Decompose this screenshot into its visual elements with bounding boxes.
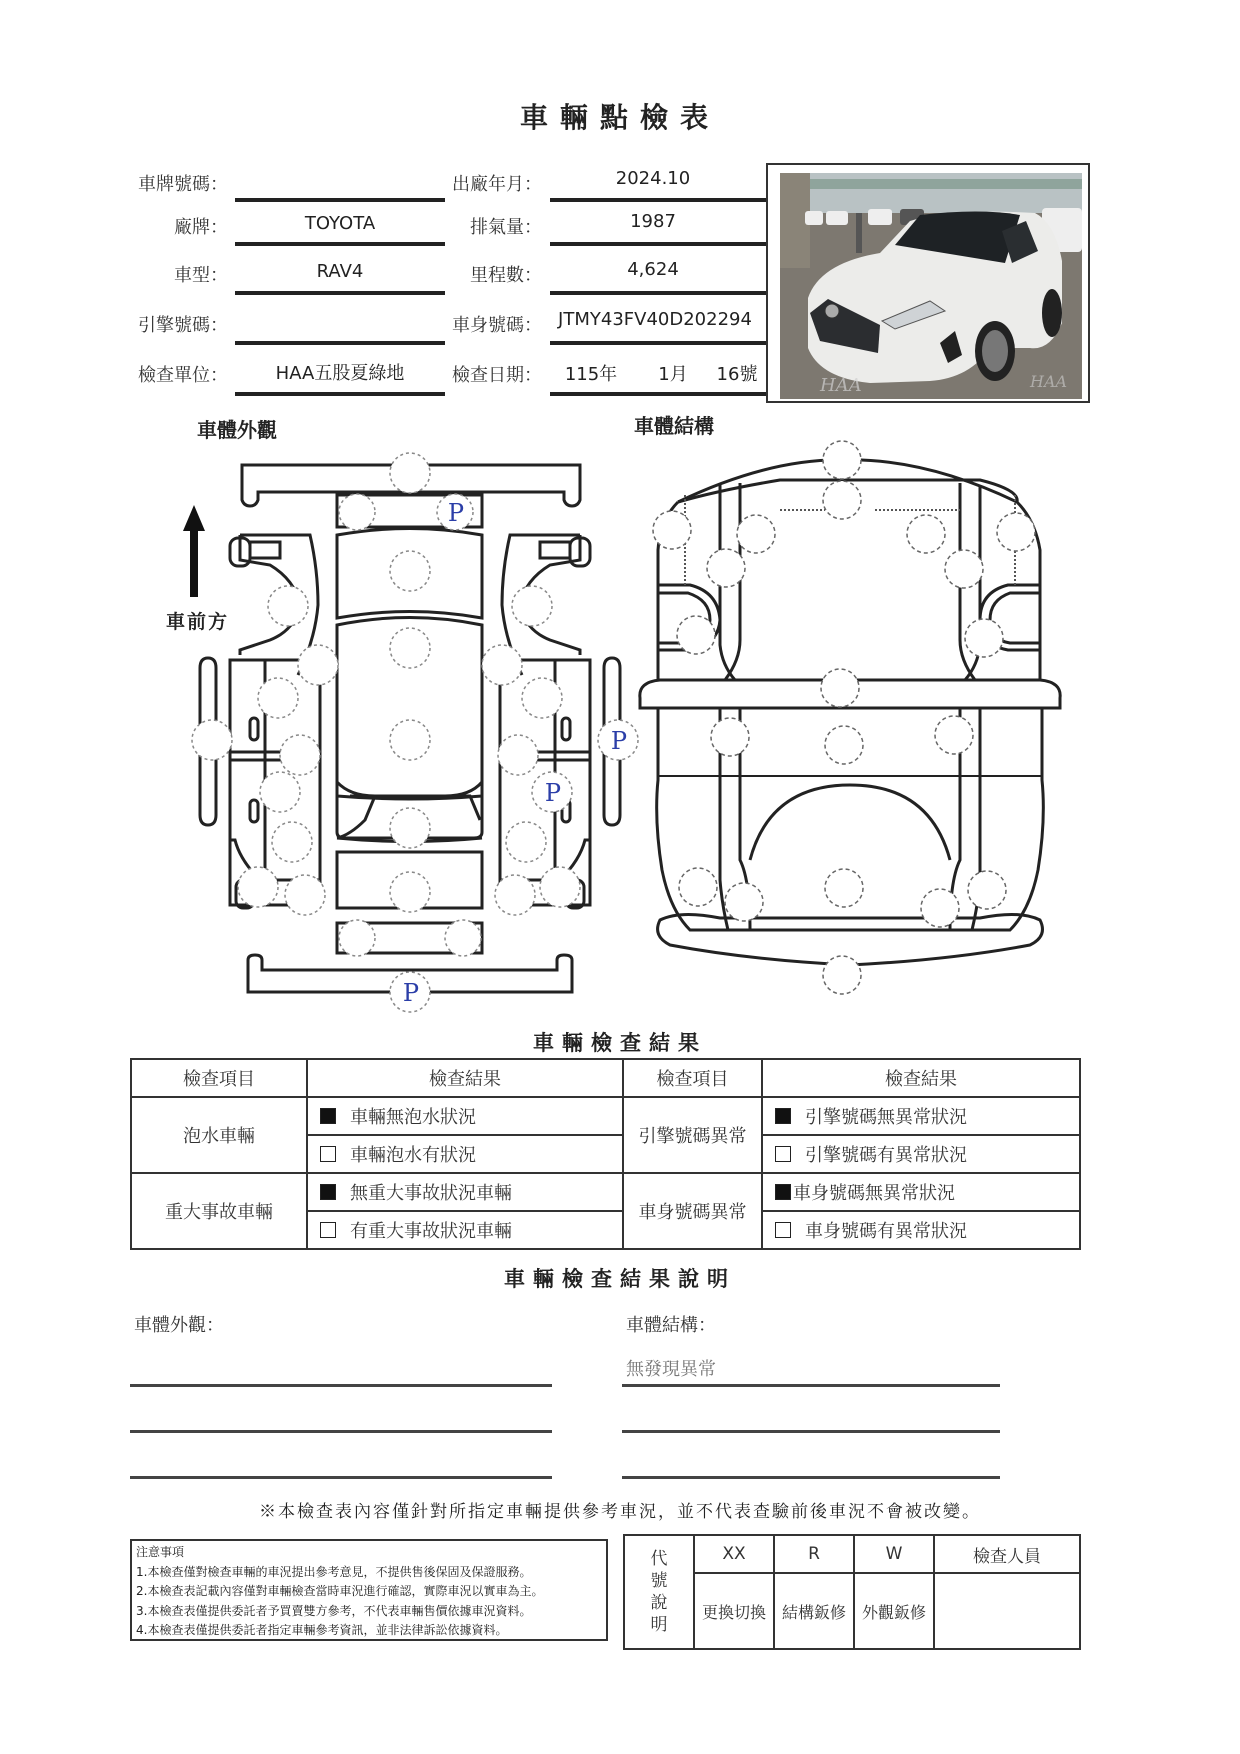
item-engine-number: 引擎號碼異常	[623, 1097, 762, 1173]
underline	[235, 198, 445, 202]
code-w-meaning: 外觀鈑修	[854, 1573, 934, 1649]
checkbox-checked-icon[interactable]	[320, 1184, 336, 1200]
code-r-meaning: 結構鈑修	[774, 1573, 854, 1649]
option-no-accident[interactable]: 無重大事故狀況車輛	[307, 1173, 623, 1211]
note-item: 2.本檢查表記載內容僅對車輛檢查當時車況進行確認，實際車況以實車為主。	[136, 1584, 544, 1598]
code-w: W	[854, 1535, 934, 1573]
label-mileage: 里程數：	[470, 265, 542, 286]
underline	[235, 291, 445, 295]
underline	[235, 341, 445, 345]
label-vin: 車身號碼：	[452, 315, 542, 336]
checkbox-unchecked-icon[interactable]	[775, 1222, 791, 1238]
label-displacement: 排氣量：	[470, 217, 542, 238]
line	[130, 1384, 552, 1387]
underline	[235, 392, 445, 396]
label-inspection-date: 檢查日期：	[452, 365, 542, 386]
document-title: 車輛點檢表	[519, 101, 720, 134]
option-no-flood[interactable]: 車輛無泡水狀況	[307, 1097, 623, 1135]
inspector-value[interactable]	[934, 1573, 1080, 1649]
underline	[550, 198, 766, 202]
value-inspection-year: 115年	[564, 364, 618, 385]
exterior-diagram-title: 車體外觀	[197, 418, 277, 442]
line	[622, 1384, 1000, 1387]
item-flood: 泡水車輛	[131, 1097, 307, 1173]
marker-p: P	[447, 499, 465, 527]
code-xx-meaning: 更換切換	[694, 1573, 774, 1649]
exterior-label: 車體外觀：	[134, 1315, 224, 1336]
structure-text[interactable]: 無發現異常	[626, 1359, 716, 1380]
line	[622, 1430, 1000, 1433]
line	[130, 1430, 552, 1433]
code-r: R	[774, 1535, 854, 1573]
structure-body-diagram	[650, 440, 1050, 1020]
checkbox-checked-icon[interactable]	[775, 1108, 791, 1124]
codes-table	[623, 1534, 1081, 1650]
underline	[550, 291, 766, 295]
results-header-row	[131, 1059, 1080, 1097]
value-vin: JTMY43FV40D202294	[558, 309, 752, 330]
option-vin-normal[interactable]: 車身號碼無異常狀況	[762, 1173, 1080, 1211]
car-photo-illustration	[780, 173, 1082, 399]
front-direction-label: 車前方	[166, 611, 230, 633]
exterior-body-diagram	[200, 440, 628, 1010]
note-item: 3.本檢查表僅提供委託者予買賣雙方參考，不代表車輛售價依據車況資料。	[136, 1603, 532, 1618]
line	[622, 1476, 1000, 1479]
structure-diagram-title: 車體結構	[634, 414, 714, 438]
results-title: 車輛檢查結果	[533, 1031, 707, 1055]
label-model: 車型：	[174, 265, 228, 286]
underline	[550, 242, 766, 246]
label-brand: 廠牌：	[174, 217, 228, 238]
inspector-label: 檢查人員	[934, 1535, 1080, 1573]
value-mileage: 4,624	[627, 259, 679, 280]
option-engine-abnormal[interactable]: 引擎號碼有異常狀況	[762, 1135, 1080, 1173]
checkbox-unchecked-icon[interactable]	[775, 1146, 791, 1162]
header-item: 檢查項目	[131, 1059, 307, 1097]
option-engine-normal[interactable]: 引擎號碼無異常狀況	[762, 1097, 1080, 1135]
codes-header: 代 號 說 明	[624, 1535, 694, 1649]
notes-box	[130, 1539, 608, 1641]
checkbox-checked-icon[interactable]	[775, 1184, 791, 1200]
underline	[235, 242, 445, 246]
underline	[550, 341, 766, 345]
checkbox-unchecked-icon[interactable]	[320, 1146, 336, 1162]
results-table	[130, 1058, 1081, 1250]
marker-p: P	[544, 779, 562, 807]
line	[130, 1476, 552, 1479]
header-result: 檢查結果	[307, 1059, 623, 1097]
svg-text:HAA: HAA	[820, 375, 862, 396]
header-result: 檢查結果	[762, 1059, 1080, 1097]
option-accident[interactable]: 有重大事故狀況車輛	[307, 1211, 623, 1249]
item-vin: 車身號碼異常	[623, 1173, 762, 1249]
notes-title: 注意事項	[136, 1545, 185, 1559]
table-row	[131, 1173, 1080, 1211]
value-inspection-unit: HAA五股夏綠地	[275, 363, 405, 384]
value-displacement: 1987	[630, 211, 676, 232]
table-row	[131, 1097, 1080, 1135]
code-xx: XX	[694, 1535, 774, 1573]
marker-p: P	[402, 979, 420, 1007]
vehicle-photo	[780, 173, 1082, 399]
label-inspection-unit: 檢查單位：	[138, 365, 228, 386]
value-inspection-day: 16號	[716, 364, 758, 385]
label-engine-number: 引擎號碼：	[138, 315, 228, 336]
item-major-accident: 重大事故車輛	[131, 1173, 307, 1249]
label-plate-number: 車牌號碼：	[138, 174, 228, 195]
option-vin-abnormal[interactable]: 車身號碼有異常狀況	[762, 1211, 1080, 1249]
label-manufacture-date: 出廠年月：	[452, 174, 542, 195]
underline	[550, 392, 766, 396]
structure-label: 車體結構：	[626, 1315, 716, 1336]
checkbox-checked-icon[interactable]	[320, 1108, 336, 1124]
value-manufacture-date: 2024.10	[615, 168, 691, 189]
note-item: 1.本檢查僅對檢查車輛的車況提出參考意見，不提供售後保固及保證服務。	[136, 1564, 532, 1579]
value-brand: TOYOTA	[304, 213, 376, 234]
value-inspection-month: 1月	[658, 364, 688, 385]
svg-text:HAA: HAA	[1030, 372, 1068, 391]
disclaimer: ※本檢查表內容僅針對所指定車輛提供參考車況，並不代表查驗前後車況不會被改變。	[259, 1502, 981, 1522]
explanation-title: 車輛檢查結果說明	[504, 1267, 736, 1291]
header-item: 檢查項目	[623, 1059, 762, 1097]
marker-p: P	[610, 727, 628, 755]
vehicle-photo-frame	[766, 163, 1090, 403]
value-model: RAV4	[316, 261, 364, 282]
checkbox-unchecked-icon[interactable]	[320, 1222, 336, 1238]
note-item: 4.本檢查表僅提供委託者指定車輛參考資訊，並非法律訴訟依據資料。	[136, 1623, 508, 1637]
option-flood[interactable]: 車輛泡水有狀況	[307, 1135, 623, 1173]
